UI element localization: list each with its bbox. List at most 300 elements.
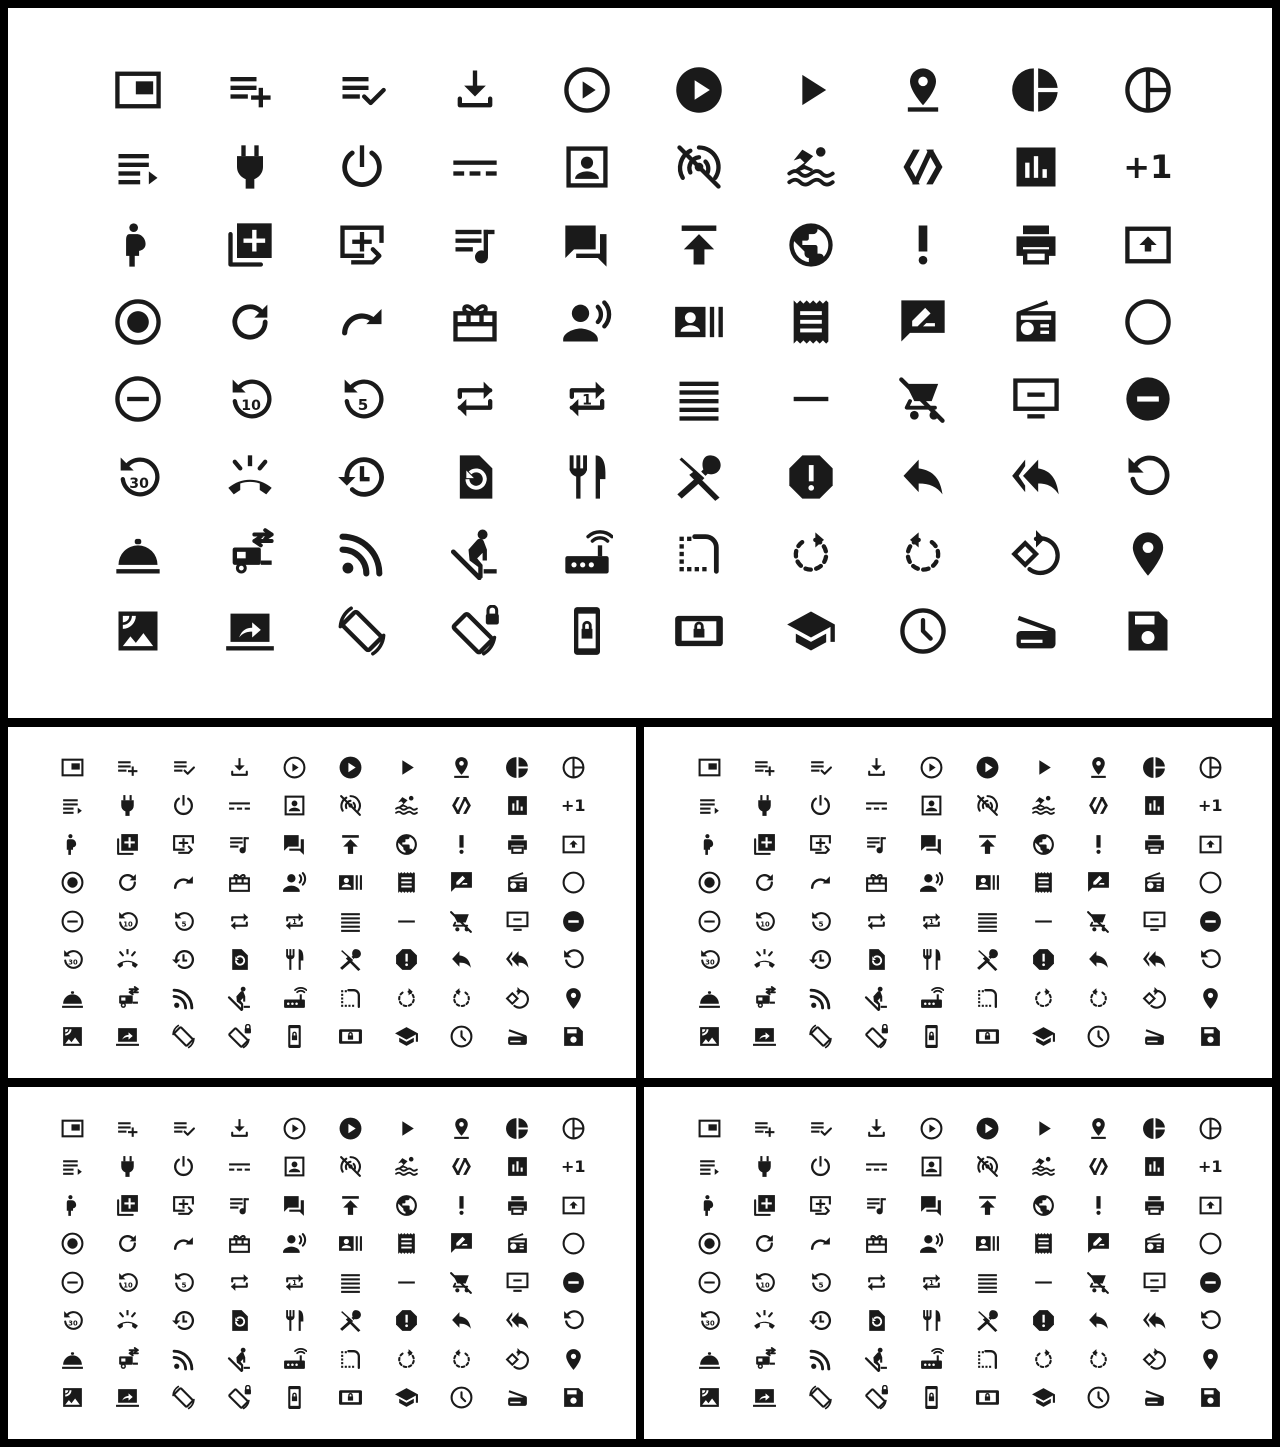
remove-circle-icon bbox=[1198, 909, 1223, 934]
record-voice-over-icon bbox=[282, 870, 307, 895]
power-plug-icon bbox=[115, 1154, 140, 1179]
scanner-icon bbox=[1142, 1385, 1167, 1410]
remove-circle-icon bbox=[561, 1270, 586, 1295]
playlist-play-icon bbox=[697, 1154, 722, 1179]
radio-icon bbox=[1010, 296, 1062, 348]
rotate-right-icon bbox=[1031, 1347, 1056, 1372]
icon-grid-panel-d bbox=[644, 1087, 1272, 1439]
report-icon bbox=[785, 451, 837, 503]
repeat-one-icon bbox=[282, 909, 307, 934]
rowing-icon bbox=[864, 986, 889, 1011]
screen-share-icon bbox=[224, 605, 276, 657]
remove-from-queue-icon bbox=[505, 909, 530, 934]
queue-icon bbox=[752, 1193, 777, 1218]
rotate-90-degrees-ccw-icon bbox=[1142, 1347, 1167, 1372]
pie-chart-icon bbox=[1142, 1116, 1167, 1141]
screen-lock-portrait-icon bbox=[919, 1385, 944, 1410]
radio-button-checked-icon bbox=[112, 296, 164, 348]
svg-text:1: 1 bbox=[929, 1278, 935, 1287]
reply-all-icon bbox=[505, 947, 530, 972]
redo-icon bbox=[808, 1231, 833, 1256]
satellite-icon bbox=[697, 1024, 722, 1049]
radio-icon bbox=[505, 870, 530, 895]
queue-music-icon bbox=[227, 832, 252, 857]
pool-icon bbox=[394, 1154, 419, 1179]
play-arrow-icon bbox=[394, 1116, 419, 1141]
play-circle-outline-icon bbox=[919, 755, 944, 780]
power-input-icon bbox=[864, 793, 889, 818]
replay-icon bbox=[561, 947, 586, 972]
rv-hookup-icon bbox=[115, 986, 140, 1011]
remove-icon bbox=[785, 373, 837, 425]
remove-circle-outline-icon bbox=[697, 909, 722, 934]
record-voice-over-icon bbox=[919, 1231, 944, 1256]
play-circle-filled-icon bbox=[975, 1116, 1000, 1141]
portable-wifi-off-icon bbox=[975, 793, 1000, 818]
pregnant-woman-icon bbox=[60, 1193, 85, 1218]
save-icon bbox=[1198, 1385, 1223, 1410]
pie-chart-icon bbox=[1010, 64, 1062, 116]
restaurant-menu-icon bbox=[975, 947, 1000, 972]
repeat-icon bbox=[227, 909, 252, 934]
ring-volume-icon bbox=[115, 1308, 140, 1333]
rss-feed-icon bbox=[171, 986, 196, 1011]
rate-review-icon bbox=[1086, 870, 1111, 895]
screen-lock-portrait-icon bbox=[561, 605, 613, 657]
power-settings-icon bbox=[171, 793, 196, 818]
rv-hookup-icon bbox=[115, 1347, 140, 1372]
portrait-icon bbox=[282, 1154, 307, 1179]
rounded-corner-icon bbox=[975, 986, 1000, 1011]
plus-one-icon bbox=[1198, 793, 1223, 818]
queue-icon bbox=[752, 832, 777, 857]
publish-icon bbox=[975, 1193, 1000, 1218]
radio-button-unchecked-icon bbox=[1198, 1231, 1223, 1256]
svg-text:1: 1 bbox=[929, 917, 935, 926]
school-icon bbox=[785, 605, 837, 657]
radio-button-checked-icon bbox=[60, 1231, 85, 1256]
repeat-one-icon bbox=[919, 1270, 944, 1295]
remove-icon bbox=[394, 909, 419, 934]
remove-icon bbox=[1031, 909, 1056, 934]
plus-one-glyph: +1 bbox=[561, 1157, 586, 1176]
play-circle-outline-icon bbox=[561, 64, 613, 116]
screen-rotation-icon bbox=[808, 1024, 833, 1049]
play-circle-filled-icon bbox=[975, 755, 1000, 780]
screen-share-icon bbox=[752, 1385, 777, 1410]
public-icon bbox=[785, 219, 837, 271]
school-icon bbox=[394, 1024, 419, 1049]
queue-icon bbox=[224, 219, 276, 271]
room-service-icon bbox=[60, 1347, 85, 1372]
rate-review-icon bbox=[449, 870, 474, 895]
polymer-icon bbox=[449, 1154, 474, 1179]
icon-grid-panel-c bbox=[8, 1087, 636, 1439]
screen-lock-landscape-icon bbox=[975, 1024, 1000, 1049]
report-icon bbox=[1031, 947, 1056, 972]
screen-lock-landscape-icon bbox=[673, 605, 725, 657]
queue-music-icon bbox=[227, 1193, 252, 1218]
screen-lock-landscape-icon bbox=[338, 1024, 363, 1049]
playlist-add-check-icon bbox=[171, 1116, 196, 1141]
replay-5-icon bbox=[171, 909, 196, 934]
power-plug-icon bbox=[752, 1154, 777, 1179]
plus-one-glyph: +1 bbox=[1198, 796, 1223, 815]
play-circle-filled-icon bbox=[673, 64, 725, 116]
room-icon bbox=[561, 1347, 586, 1372]
rotate-right-icon bbox=[394, 1347, 419, 1372]
portrait-icon bbox=[919, 1154, 944, 1179]
report-icon bbox=[1031, 1308, 1056, 1333]
playlist-add-check-icon bbox=[171, 755, 196, 780]
playlist-add-icon bbox=[752, 755, 777, 780]
restore-icon bbox=[336, 451, 388, 503]
school-icon bbox=[1031, 1024, 1056, 1049]
scanner-icon bbox=[1142, 1024, 1167, 1049]
schedule-icon bbox=[897, 605, 949, 657]
rate-review-icon bbox=[449, 1231, 474, 1256]
restaurant-menu-icon bbox=[975, 1308, 1000, 1333]
picture-in-picture-icon bbox=[60, 755, 85, 780]
remove-circle-icon bbox=[1122, 373, 1174, 425]
redo-icon bbox=[808, 870, 833, 895]
receipt-icon bbox=[785, 296, 837, 348]
radio-icon bbox=[1142, 1231, 1167, 1256]
replay-icon bbox=[1198, 947, 1223, 972]
svg-text:10: 10 bbox=[241, 398, 262, 415]
redeem-icon bbox=[227, 870, 252, 895]
save-icon bbox=[1198, 1024, 1223, 1049]
pie-chart-outlined-icon bbox=[561, 1116, 586, 1141]
svg-text:5: 5 bbox=[818, 1280, 824, 1290]
remove-icon bbox=[394, 1270, 419, 1295]
redeem-icon bbox=[864, 870, 889, 895]
repeat-icon bbox=[864, 1270, 889, 1295]
remove-shopping-cart-icon bbox=[1086, 909, 1111, 934]
school-icon bbox=[1031, 1385, 1056, 1410]
playlist-play-icon bbox=[697, 793, 722, 818]
rowing-icon bbox=[449, 528, 501, 580]
rv-hookup-icon bbox=[224, 528, 276, 580]
replay-30-icon bbox=[60, 1308, 85, 1333]
recent-actors-icon bbox=[975, 870, 1000, 895]
pie-chart-outlined-icon bbox=[1198, 1116, 1223, 1141]
recent-actors-icon bbox=[338, 1231, 363, 1256]
reorder-icon bbox=[338, 909, 363, 934]
reorder-icon bbox=[975, 909, 1000, 934]
rv-hookup-icon bbox=[752, 986, 777, 1011]
pie-chart-outlined-icon bbox=[1122, 64, 1174, 116]
remove-circle-icon bbox=[1198, 1270, 1223, 1295]
rounded-corner-icon bbox=[975, 1347, 1000, 1372]
restaurant-menu-icon bbox=[673, 451, 725, 503]
download-tray-icon bbox=[449, 64, 501, 116]
svg-text:30: 30 bbox=[67, 1319, 78, 1328]
play-arrow-icon bbox=[394, 755, 419, 780]
radio-icon bbox=[505, 1231, 530, 1256]
screen-lock-landscape-icon bbox=[975, 1385, 1000, 1410]
remove-icon bbox=[1031, 1270, 1056, 1295]
svg-text:5: 5 bbox=[818, 919, 824, 929]
plus-one-glyph: +1 bbox=[561, 796, 586, 815]
remove-circle-outline-icon bbox=[697, 1270, 722, 1295]
screen-rotation-icon bbox=[171, 1385, 196, 1410]
question-answer-icon bbox=[561, 219, 613, 271]
download-tray-icon bbox=[864, 1116, 889, 1141]
present-to-all-icon bbox=[1122, 219, 1174, 271]
screen-lock-portrait-icon bbox=[282, 1024, 307, 1049]
satellite-icon bbox=[697, 1385, 722, 1410]
rotate-90-degrees-ccw-icon bbox=[1010, 528, 1062, 580]
redeem-icon bbox=[864, 1231, 889, 1256]
queue-music-icon bbox=[864, 832, 889, 857]
reply-all-icon bbox=[505, 1308, 530, 1333]
svg-text:5: 5 bbox=[181, 919, 187, 929]
restaurant-menu-icon bbox=[338, 947, 363, 972]
poll-icon bbox=[505, 793, 530, 818]
restore-page-icon bbox=[864, 1308, 889, 1333]
playlist-add-icon bbox=[752, 1116, 777, 1141]
remove-circle-outline-icon bbox=[60, 909, 85, 934]
reply-icon bbox=[449, 947, 474, 972]
power-settings-icon bbox=[808, 1154, 833, 1179]
polymer-icon bbox=[449, 793, 474, 818]
router-icon bbox=[282, 986, 307, 1011]
replay-icon bbox=[1122, 451, 1174, 503]
pie-chart-icon bbox=[505, 1116, 530, 1141]
restore-page-icon bbox=[227, 947, 252, 972]
play-arrow-icon bbox=[1031, 755, 1056, 780]
queue-music-icon bbox=[864, 1193, 889, 1218]
rounded-corner-icon bbox=[673, 528, 725, 580]
router-icon bbox=[919, 1347, 944, 1372]
print-icon bbox=[505, 832, 530, 857]
power-plug-icon bbox=[752, 793, 777, 818]
rounded-corner-icon bbox=[338, 986, 363, 1011]
picture-in-picture-icon bbox=[60, 1116, 85, 1141]
screen-lock-rotation-icon bbox=[864, 1385, 889, 1410]
rotate-left-icon bbox=[1086, 1347, 1111, 1372]
rotate-left-icon bbox=[1086, 986, 1111, 1011]
print-icon bbox=[1010, 219, 1062, 271]
play-arrow-icon bbox=[785, 64, 837, 116]
restore-page-icon bbox=[227, 1308, 252, 1333]
svg-text:30: 30 bbox=[129, 475, 149, 492]
save-icon bbox=[561, 1385, 586, 1410]
download-tray-icon bbox=[864, 755, 889, 780]
replay-5-icon bbox=[808, 1270, 833, 1295]
playlist-add-icon bbox=[115, 755, 140, 780]
rss-feed-icon bbox=[171, 1347, 196, 1372]
priority-high-icon bbox=[1086, 1193, 1111, 1218]
scanner-icon bbox=[505, 1385, 530, 1410]
icon-grid-panel-b bbox=[644, 727, 1272, 1078]
present-to-all-icon bbox=[1198, 1193, 1223, 1218]
screen-lock-rotation-icon bbox=[864, 1024, 889, 1049]
queue-play-next-icon bbox=[336, 219, 388, 271]
replay-5-icon bbox=[336, 373, 388, 425]
rv-hookup-icon bbox=[752, 1347, 777, 1372]
picture-in-picture-icon bbox=[697, 1116, 722, 1141]
pregnant-woman-icon bbox=[697, 1193, 722, 1218]
replay-10-icon bbox=[115, 1270, 140, 1295]
playlist-add-icon bbox=[224, 64, 276, 116]
poll-icon bbox=[1010, 141, 1062, 193]
redo-icon bbox=[171, 1231, 196, 1256]
redeem-icon bbox=[227, 1231, 252, 1256]
queue-play-next-icon bbox=[808, 1193, 833, 1218]
save-icon bbox=[561, 1024, 586, 1049]
rotate-90-degrees-ccw-icon bbox=[505, 1347, 530, 1372]
svg-text:1: 1 bbox=[292, 1278, 298, 1287]
reorder-icon bbox=[338, 1270, 363, 1295]
rounded-corner-icon bbox=[338, 1347, 363, 1372]
question-answer-icon bbox=[919, 1193, 944, 1218]
repeat-one-icon bbox=[919, 909, 944, 934]
receipt-icon bbox=[394, 1231, 419, 1256]
school-icon bbox=[394, 1385, 419, 1410]
remove-shopping-cart-icon bbox=[449, 1270, 474, 1295]
queue-icon bbox=[115, 1193, 140, 1218]
pool-icon bbox=[1031, 1154, 1056, 1179]
save-icon bbox=[1122, 605, 1174, 657]
receipt-icon bbox=[1031, 1231, 1056, 1256]
repeat-icon bbox=[449, 373, 501, 425]
restore-icon bbox=[808, 947, 833, 972]
record-voice-over-icon bbox=[561, 296, 613, 348]
replay-5-icon bbox=[808, 909, 833, 934]
pie-chart-icon bbox=[1142, 755, 1167, 780]
pool-icon bbox=[394, 793, 419, 818]
playlist-add-check-icon bbox=[808, 755, 833, 780]
svg-text:30: 30 bbox=[704, 958, 715, 967]
plus-one-glyph: +1 bbox=[1198, 1157, 1223, 1176]
radio-button-checked-icon bbox=[60, 870, 85, 895]
radio-button-unchecked-icon bbox=[1122, 296, 1174, 348]
radio-button-checked-icon bbox=[697, 1231, 722, 1256]
restaurant-icon bbox=[919, 1308, 944, 1333]
remove-from-queue-icon bbox=[1142, 909, 1167, 934]
reply-icon bbox=[897, 451, 949, 503]
screen-lock-rotation-icon bbox=[227, 1024, 252, 1049]
picture-in-picture-icon bbox=[112, 64, 164, 116]
receipt-icon bbox=[1031, 870, 1056, 895]
power-settings-icon bbox=[808, 793, 833, 818]
room-icon bbox=[1122, 528, 1174, 580]
rotate-right-icon bbox=[394, 986, 419, 1011]
record-voice-over-icon bbox=[282, 1231, 307, 1256]
restore-icon bbox=[171, 1308, 196, 1333]
restore-page-icon bbox=[864, 947, 889, 972]
pool-icon bbox=[785, 141, 837, 193]
ring-volume-icon bbox=[752, 1308, 777, 1333]
public-icon bbox=[1031, 1193, 1056, 1218]
svg-text:10: 10 bbox=[123, 920, 133, 929]
room-icon bbox=[1198, 1347, 1223, 1372]
power-settings-icon bbox=[171, 1154, 196, 1179]
replay-30-icon bbox=[112, 451, 164, 503]
satellite-icon bbox=[60, 1024, 85, 1049]
rotate-left-icon bbox=[449, 986, 474, 1011]
portrait-icon bbox=[561, 141, 613, 193]
refresh-icon bbox=[115, 1231, 140, 1256]
priority-high-icon bbox=[1086, 832, 1111, 857]
repeat-icon bbox=[864, 909, 889, 934]
print-icon bbox=[1142, 832, 1167, 857]
replay-10-icon bbox=[224, 373, 276, 425]
portable-wifi-off-icon bbox=[338, 793, 363, 818]
replay-30-icon bbox=[697, 1308, 722, 1333]
svg-text:10: 10 bbox=[760, 920, 770, 929]
pie-chart-outlined-icon bbox=[561, 755, 586, 780]
refresh-icon bbox=[115, 870, 140, 895]
portrait-icon bbox=[919, 793, 944, 818]
restore-icon bbox=[808, 1308, 833, 1333]
record-voice-over-icon bbox=[919, 870, 944, 895]
play-circle-filled-icon bbox=[338, 755, 363, 780]
play-arrow-icon bbox=[1031, 1116, 1056, 1141]
screen-lock-rotation-icon bbox=[227, 1385, 252, 1410]
remove-circle-icon bbox=[561, 909, 586, 934]
refresh-icon bbox=[752, 870, 777, 895]
reply-icon bbox=[449, 1308, 474, 1333]
redeem-icon bbox=[449, 296, 501, 348]
portrait-icon bbox=[282, 793, 307, 818]
poll-icon bbox=[1142, 1154, 1167, 1179]
playlist-play-icon bbox=[60, 793, 85, 818]
radio-button-checked-icon bbox=[697, 870, 722, 895]
screen-lock-landscape-icon bbox=[338, 1385, 363, 1410]
power-plug-icon bbox=[224, 141, 276, 193]
queue-play-next-icon bbox=[171, 1193, 196, 1218]
power-input-icon bbox=[449, 141, 501, 193]
satellite-icon bbox=[60, 1385, 85, 1410]
rowing-icon bbox=[227, 1347, 252, 1372]
recent-actors-icon bbox=[673, 296, 725, 348]
icon-grid-panel-a bbox=[8, 727, 636, 1078]
rotate-90-degrees-ccw-icon bbox=[1142, 986, 1167, 1011]
pregnant-woman-icon bbox=[697, 832, 722, 857]
present-to-all-icon bbox=[561, 832, 586, 857]
replay-icon bbox=[561, 1308, 586, 1333]
remove-from-queue-icon bbox=[1142, 1270, 1167, 1295]
scanner-icon bbox=[505, 1024, 530, 1049]
rowing-icon bbox=[227, 986, 252, 1011]
room-icon bbox=[1198, 986, 1223, 1011]
rss-feed-icon bbox=[808, 986, 833, 1011]
screen-rotation-icon bbox=[336, 605, 388, 657]
replay-30-icon bbox=[60, 947, 85, 972]
schedule-icon bbox=[1086, 1385, 1111, 1410]
download-tray-icon bbox=[227, 1116, 252, 1141]
redo-icon bbox=[171, 870, 196, 895]
queue-play-next-icon bbox=[171, 832, 196, 857]
plus-one-icon bbox=[561, 1154, 586, 1179]
replay-icon bbox=[1198, 1308, 1223, 1333]
redo-icon bbox=[336, 296, 388, 348]
priority-high-icon bbox=[897, 219, 949, 271]
remove-shopping-cart-icon bbox=[449, 909, 474, 934]
rotate-left-icon bbox=[897, 528, 949, 580]
restaurant-menu-icon bbox=[338, 1308, 363, 1333]
screen-lock-rotation-icon bbox=[449, 605, 501, 657]
plus-one-icon bbox=[561, 793, 586, 818]
power-input-icon bbox=[227, 1154, 252, 1179]
restaurant-icon bbox=[282, 1308, 307, 1333]
reply-all-icon bbox=[1010, 451, 1062, 503]
satellite-icon bbox=[112, 605, 164, 657]
plus-one-glyph: +1 bbox=[1123, 148, 1173, 187]
